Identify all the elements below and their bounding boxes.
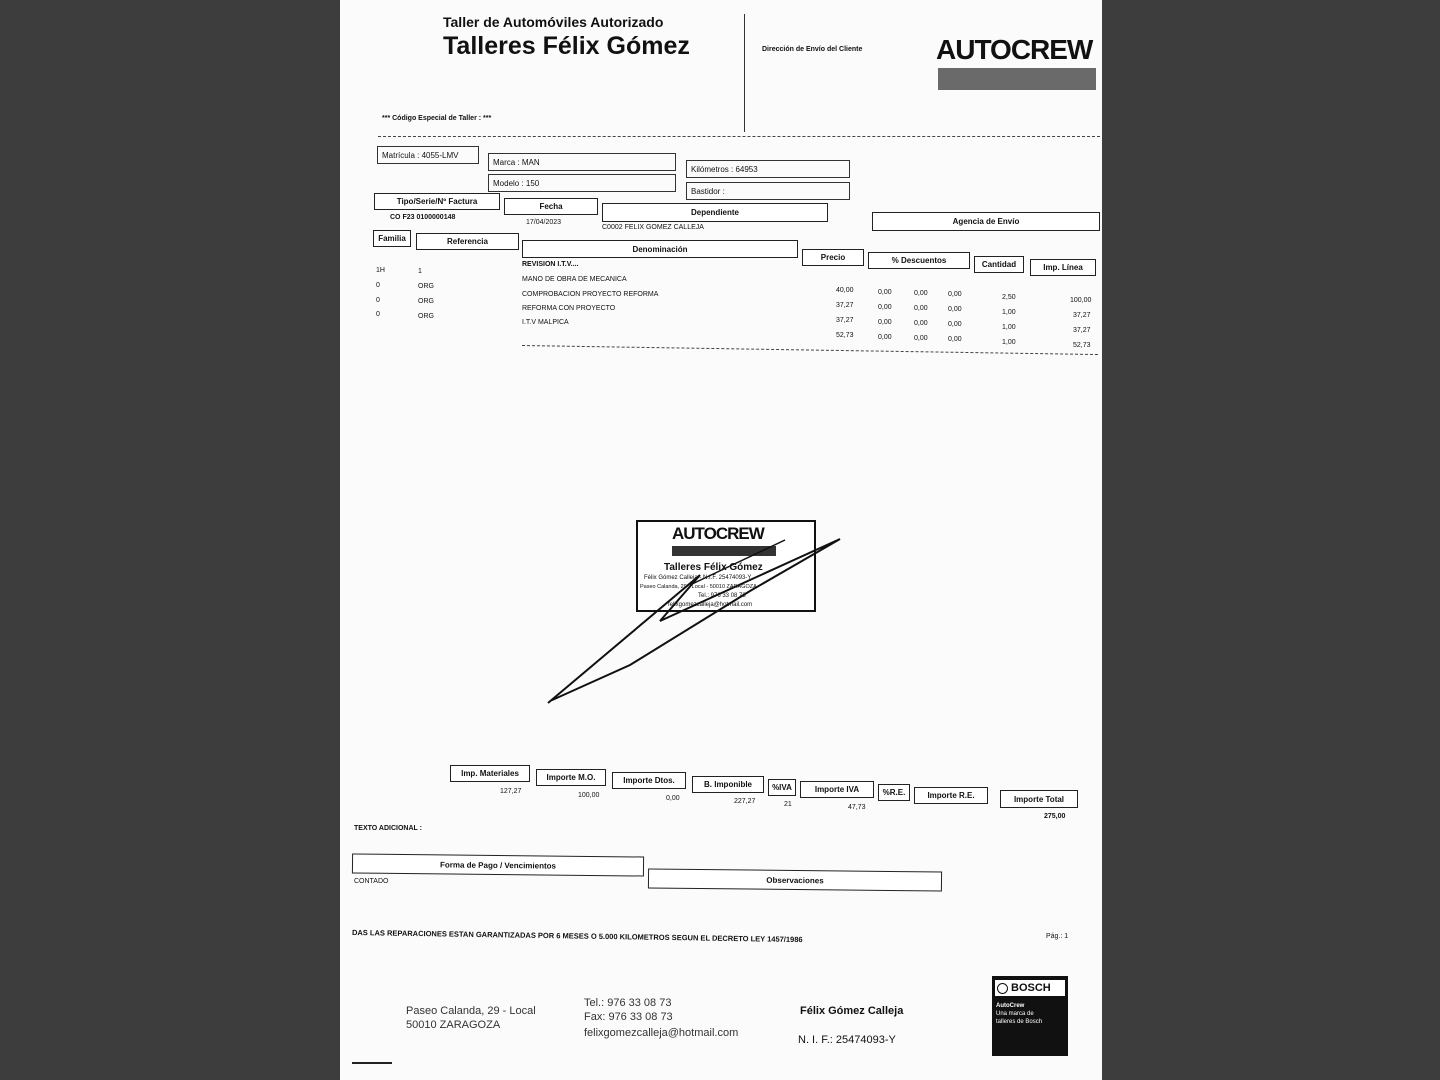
col-cantidad: Cantidad [974,256,1024,273]
materiales-value: 127,27 [500,788,522,795]
signature [540,535,850,710]
bosch-badge [992,976,1068,1056]
row-referencia: ORG [418,298,434,305]
total-label: Importe Total [1000,790,1078,808]
stamp-line2: Paseo Calanda, 29 - Local - 50010 ZARAGOZA [640,584,757,590]
bosch-sub-2: Una marca de [996,1011,1034,1017]
row-descuento-1: 0,00 [878,304,892,311]
footer-address-2: 50010 ZARAGOZA [406,1019,501,1031]
row-descuento-3: 0,00 [948,306,962,313]
row-cantidad: 2,50 [1002,294,1016,301]
col-denominacion: Denominación [522,240,798,258]
row-descuento-2: 0,00 [914,320,928,327]
texto-adicional-label: TEXTO ADICIONAL : [354,825,422,832]
bosch-sub-3: talleres de Bosch [996,1019,1043,1025]
workshop-subtitle: Taller de Automóviles Autorizado [443,14,664,30]
invoice-page [340,0,1102,1080]
marca-field: Marca : MAN [488,153,676,171]
dependiente-value: C0002 FELIX GOMEZ CALLEJA [602,224,704,231]
stamp-line3: Tel.: 976 33 08 73 [698,593,746,599]
base-label: B. Imponible [692,776,764,793]
row-cantidad: 1,00 [1002,339,1016,346]
row-cantidad: 1,00 [1002,324,1016,331]
total-value: 275,00 [1044,813,1066,820]
row-precio: 37,27 [836,317,854,324]
forma-pago-value: CONTADO [354,878,389,885]
fecha-label: Fecha [504,198,598,215]
page-mark [352,1062,392,1064]
stamp-line1: Félix Gómez Calleja - N.I.F. 25474093-Y [644,575,752,581]
row-denominacion: I.T.V MALPICA [522,319,569,326]
row-cantidad: 1,00 [1002,309,1016,316]
dependiente-label: Dependiente [602,203,828,222]
iva-pct-value: 21 [784,801,792,808]
guarantee-text: DAS LAS REPARACIONES ESTAN GARANTIZADAS POR 6 MESES O 5.000 KILOMETROS SEGUN EL DECRETO LEY 1457/1986 [351,928,803,945]
fecha-value: 17/04/2023 [526,219,562,226]
footer-name: Félix Gómez Calleja [800,1005,904,1017]
row-denominacion: REFORMA CON PROYECTO [522,305,616,312]
workshop-title: Talleres Félix Gómez [443,32,690,60]
row-descuento-1: 0,00 [878,334,892,341]
re-pct-label: %R.E. [878,784,910,801]
tipo-serie-label: Tipo/Serie/Nº Factura [374,193,500,210]
bosch-sub-1: AutoCrew [996,1003,1025,1009]
footer-nif: N. I. F.: 25474093-Y [798,1034,896,1046]
materiales-label: Imp. Materiales [450,765,530,782]
row-precio: 37,27 [836,302,854,309]
col-precio: Precio [802,249,864,266]
col-descuentos: % Descuentos [868,252,970,269]
footer-fax: Fax: 976 33 08 73 [584,1011,673,1023]
row-importe: 37,27 [1073,312,1091,319]
stamp-line4: felixgomezcalleja@hotmail.com [668,602,753,608]
footer-address-1: Paseo Calanda, 29 - Local [406,1005,536,1017]
row-descuento-3: 0,00 [948,336,962,343]
row-descuento-1: 0,00 [878,289,892,296]
iva-pct-label: %IVA [768,779,796,796]
header-divider [744,14,745,132]
row-importe: 52,73 [1073,342,1091,349]
row-descuento-2: 0,00 [914,290,928,297]
dtos-label: Importe Dtos. [612,772,686,789]
bosch-icon [997,983,1008,994]
items-separator [522,345,1098,355]
footer-email: felixgomezcalleja@hotmail.com [584,1027,739,1039]
row-familia: 0 [376,297,380,304]
forma-pago-label: Forma de Pago / Vencimientos [352,853,644,876]
row-descuento-3: 0,00 [948,291,962,298]
stamp-title: Talleres Félix Gómez [664,562,763,573]
section-title: REVISION I.T.V.... [522,261,579,268]
bosch-brand: BOSCH [1011,982,1051,994]
row-descuento-1: 0,00 [878,319,892,326]
header-separator [378,136,1100,137]
iva-label: Importe IVA [800,781,874,798]
row-familia: 1H [376,267,385,274]
row-descuento-2: 0,00 [914,305,928,312]
row-precio: 52,73 [836,332,854,339]
client-address-label: Dirección de Envío del Cliente [762,46,863,53]
row-precio: 40,00 [836,287,854,294]
kilometros-field: Kilómetros : 64953 [686,160,850,178]
re-label: Importe R.E. [914,787,988,804]
row-familia: 0 [376,311,380,318]
row-denominacion: COMPROBACION PROYECTO REFORMA [522,291,659,298]
row-denominacion: MANO DE OBRA DE MECANICA [522,276,627,283]
row-importe: 100,00 [1070,297,1092,304]
matricula-field: Matrícula : 4055-LMV [377,146,479,164]
row-importe: 37,27 [1073,327,1091,334]
base-value: 227,27 [734,798,756,805]
col-referencia: Referencia [416,233,519,250]
row-referencia: 1 [418,268,422,275]
bastidor-field: Bastidor : [686,182,850,200]
row-referencia: ORG [418,283,434,290]
invoice-number: CO F23 0100000148 [390,214,456,221]
iva-value: 47,73 [848,804,866,811]
autocrew-logo: AUTOCREW [936,34,1098,92]
modelo-field: Modelo : 150 [488,174,676,192]
row-descuento-2: 0,00 [914,335,928,342]
row-referencia: ORG [418,313,434,320]
special-code: *** Código Especial de Taller : *** [382,115,492,122]
dtos-value: 0,00 [666,795,680,802]
stamp-logo: AUTOCREW [672,524,764,543]
observaciones-label: Observaciones [648,868,942,891]
footer-tel: Tel.: 976 33 08 73 [584,997,672,1009]
row-familia: 0 [376,282,380,289]
mo-value: 100,00 [578,792,600,799]
col-familia: Familia [373,230,411,247]
mo-label: Importe M.O. [536,769,606,786]
page-number: Pág.: 1 [1046,933,1069,940]
agencia-label: Agencia de Envío [872,212,1100,231]
col-imp-linea: Imp. Línea [1030,259,1096,276]
row-descuento-3: 0,00 [948,321,962,328]
